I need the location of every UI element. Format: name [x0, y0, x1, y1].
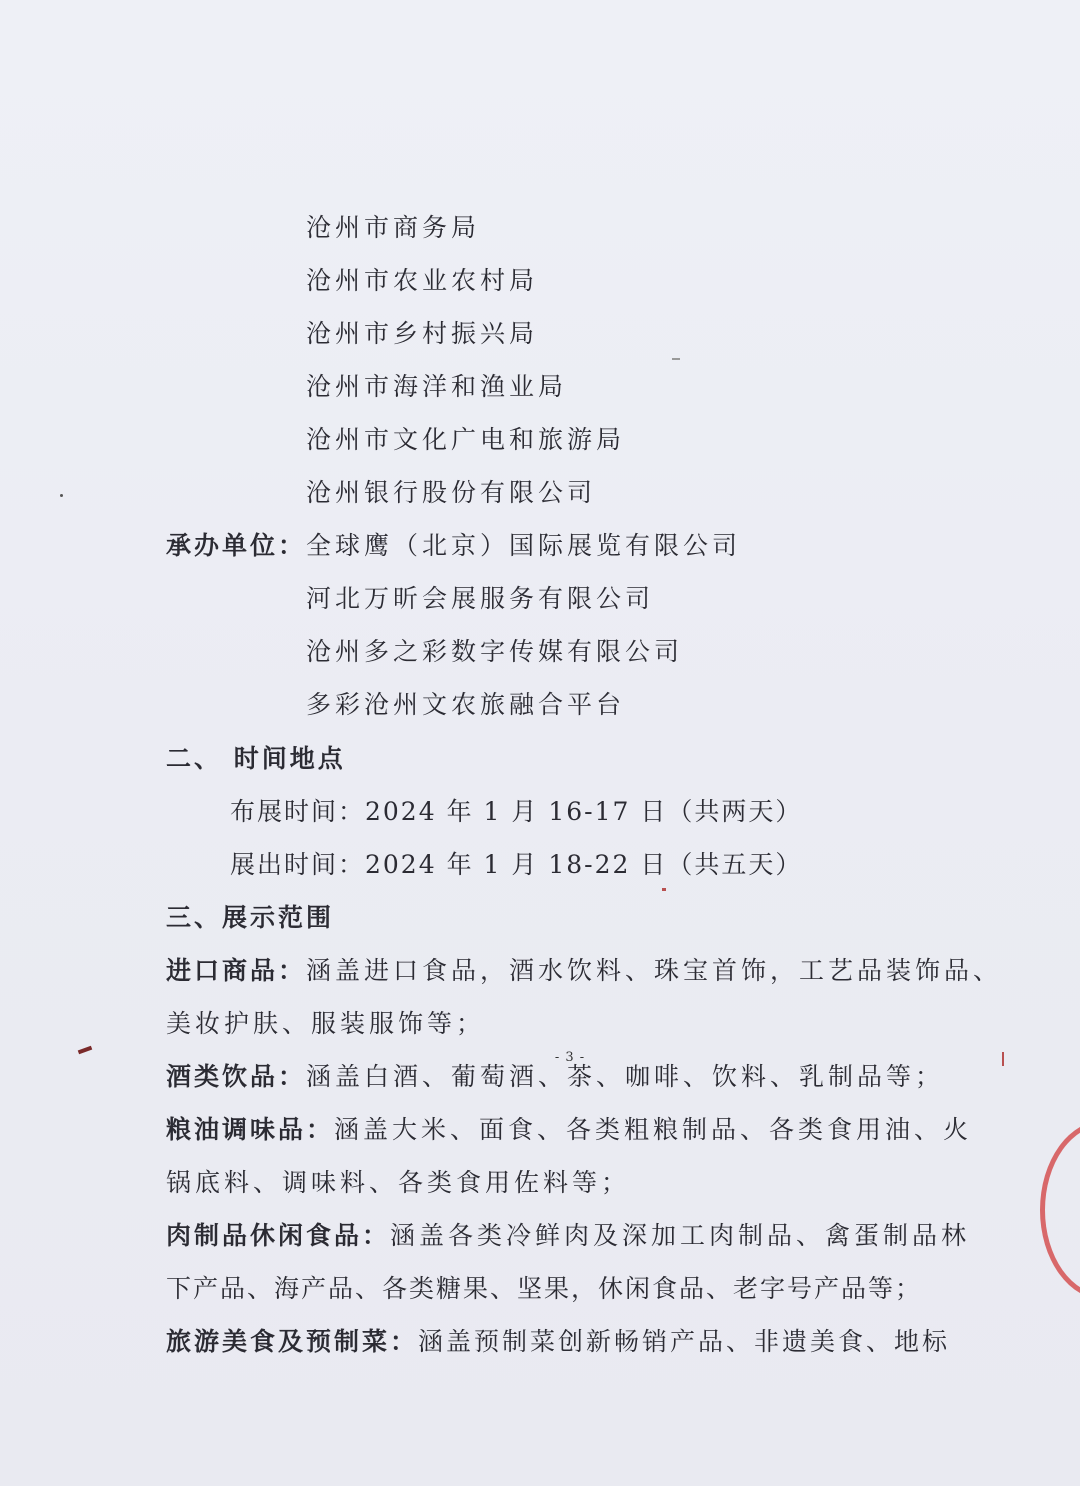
scan-dot: [662, 888, 666, 891]
organizer-3: 沧州市乡村振兴局: [306, 319, 539, 348]
imported-text-1: 涵盖进口食品，酒水饮料、珠宝首饰，工艺品装饰品、: [306, 956, 1003, 985]
organizer-6: 沧州银行股份有限公司: [306, 478, 597, 507]
travel-line-1: [166, 1325, 950, 1359]
official-seal-icon: [1040, 1120, 1080, 1300]
drinks-label: 酒类饮品：: [166, 1062, 307, 1091]
drinks-text-1: 涵盖白酒、葡萄酒、茶、咖啡、饮料、乳制品等；: [306, 1062, 945, 1091]
organizer-5: 沧州市文化广电和旅游局: [306, 425, 626, 454]
section3-title: 三、展示范围: [166, 903, 335, 932]
grain-label: 粮油调味品：: [166, 1115, 335, 1144]
meat-line-1: [166, 1219, 970, 1253]
scan-mark: [1002, 1052, 1004, 1066]
meat-text-1: 涵盖各类冷鲜肉及深加工肉制品、禽蛋制品林: [390, 1221, 971, 1250]
imported-label: 进口商品：: [166, 956, 307, 985]
organizer-1: 沧州市商务局: [306, 213, 481, 242]
undertaker-label: 承办单位：: [166, 531, 307, 560]
grain-text-1: 涵盖大米、面食、各类粗粮制品、各类食用油、火: [334, 1115, 973, 1144]
setup-time: 布展时间：2024 年 1 月 16-17 日（共两天）: [230, 797, 803, 826]
grain-line-1: [166, 1113, 972, 1147]
organizer-2: 沧州市农业农村局: [306, 266, 539, 295]
scan-mark: [78, 1046, 93, 1055]
drinks-line: [166, 1060, 944, 1094]
imported-text-2: 美妆护肤、服装服饰等；: [166, 1009, 486, 1038]
organizer-4: 沧州市海洋和渔业局: [306, 372, 568, 401]
imported-line-1: [166, 954, 1002, 988]
travel-text-1: 涵盖预制菜创新畅销产品、非遗美食、地标: [418, 1327, 951, 1356]
scan-mark: [672, 358, 680, 360]
page-number: - 3 -: [554, 1050, 586, 1065]
scan-dot: [60, 494, 63, 497]
exhibit-time: 展出时间：2024 年 1 月 18-22 日（共五天）: [230, 850, 803, 879]
undertaker-3: 沧州多之彩数字传媒有限公司: [306, 637, 684, 666]
meat-text-2: 下产品、海产品、各类糖果、坚果，休闲食品、老字号产品等；: [166, 1274, 923, 1303]
undertaker-1: 全球鹰（北京）国际展览有限公司: [306, 531, 742, 560]
section2-title: 二、 时间地点: [166, 744, 346, 773]
undertaker-4: 多彩沧州文农旅融合平台: [306, 690, 626, 719]
undertaker-2: 河北万昕会展服务有限公司: [306, 584, 655, 613]
travel-label: 旅游美食及预制菜：: [166, 1327, 419, 1356]
grain-text-2: 锅底料、调味料、各类食用佐料等；: [166, 1168, 631, 1197]
meat-label: 肉制品休闲食品：: [166, 1221, 391, 1250]
